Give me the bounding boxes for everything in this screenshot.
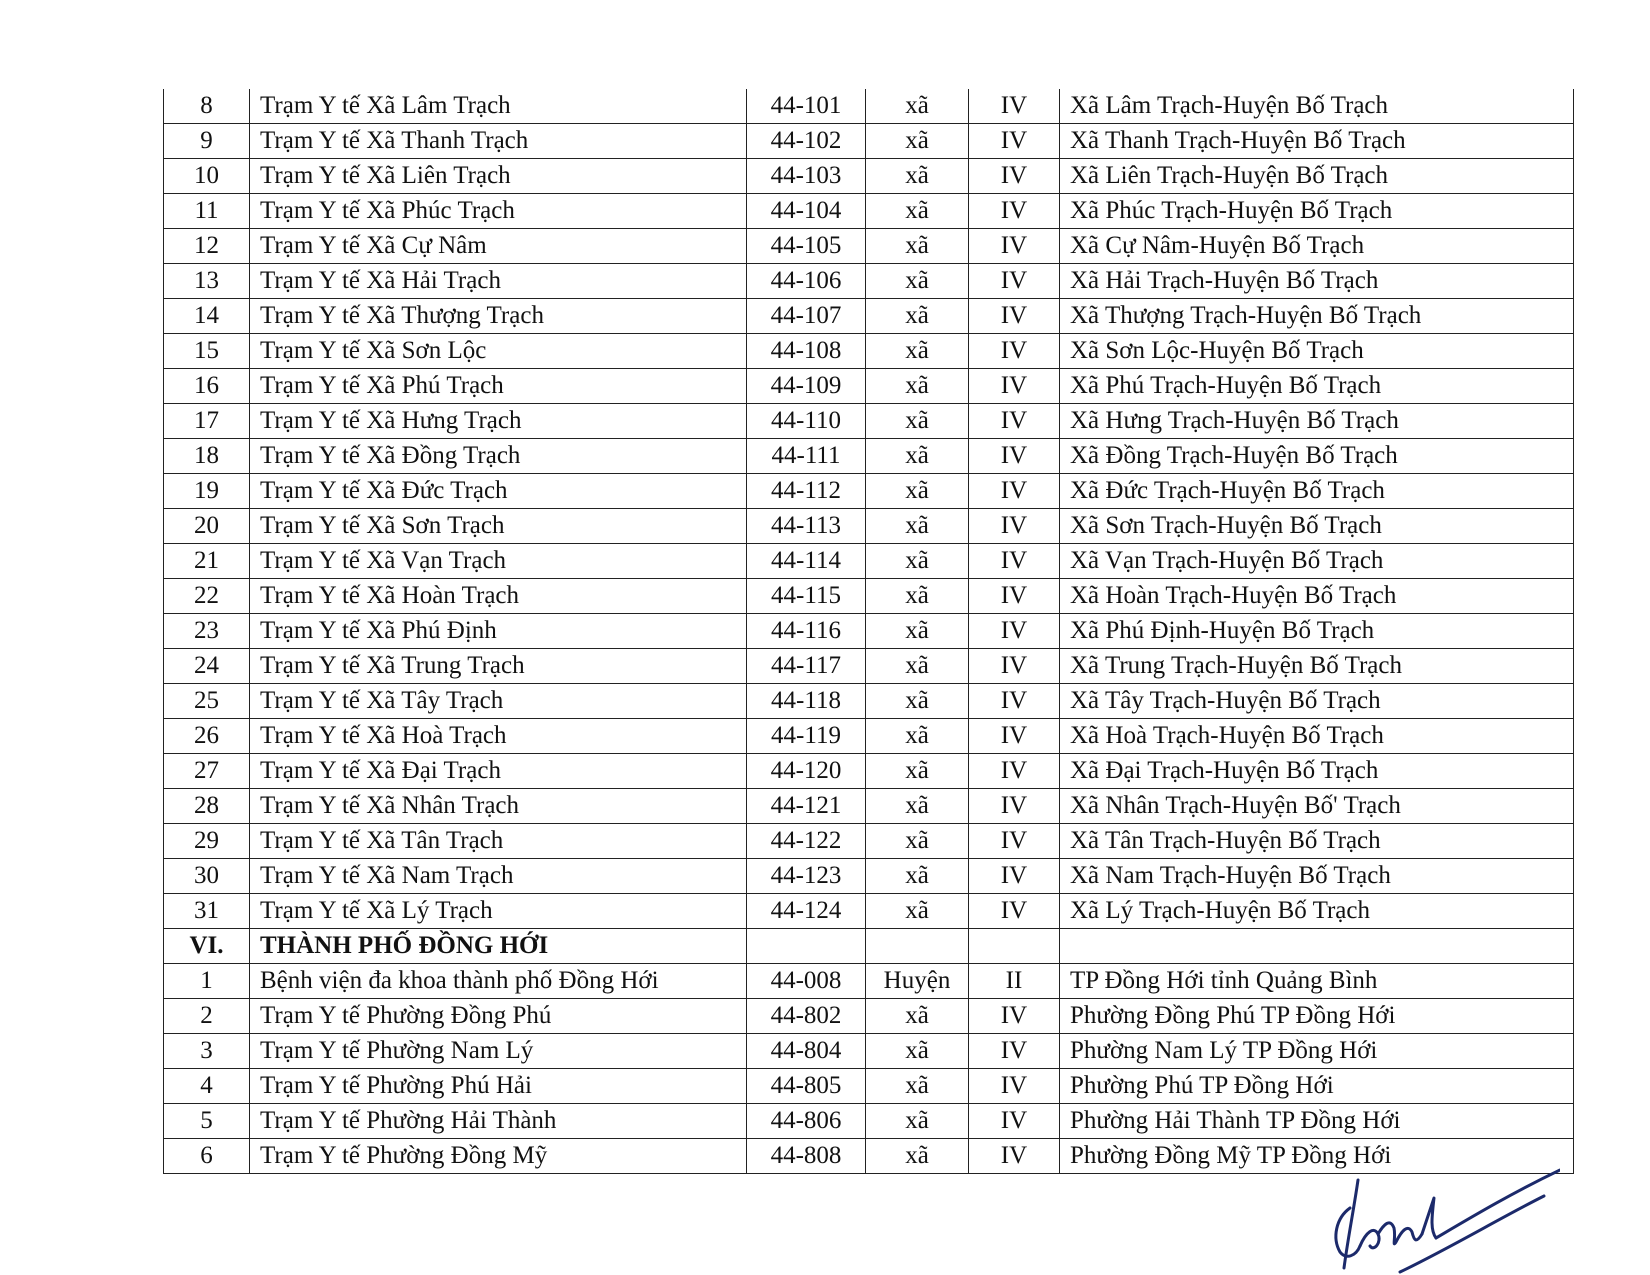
table-row [164,439,1574,474]
facility-rank-cell: IV [969,789,1060,824]
facility-level-cell: xã [866,789,969,824]
facility-rank-cell: IV [969,754,1060,789]
facility-code-cell: 44-118 [747,684,866,719]
row-number-cell: 25 [164,684,250,719]
facility-name-cell: Trạm Y tế Xã Hoàn Trạch [250,579,747,614]
facility-address-cell: Xã Sơn Trạch-Huyện Bố Trạch [1060,509,1574,544]
facility-name-cell: Trạm Y tế Xã Nam Trạch [250,859,747,894]
facility-name-cell: Trạm Y tế Phường Hải Thành [250,1104,747,1139]
facility-name-cell: Trạm Y tế Xã Đức Trạch [250,474,747,509]
facility-level-cell: xã [866,159,969,194]
facility-address-cell [1060,929,1574,964]
facility-level-cell: xã [866,894,969,929]
facility-code-cell: 44-804 [747,1034,866,1069]
facility-code-cell: 44-102 [747,124,866,159]
facility-address-cell: Xã Sơn Lộc-Huyện Bố Trạch [1060,334,1574,369]
table-row [164,159,1574,194]
facility-level-cell: xã [866,1139,969,1174]
facility-level-cell: xã [866,859,969,894]
facility-address-cell: Phường Hải Thành TP Đồng Hới [1060,1104,1574,1139]
facility-address-cell: Xã Hưng Trạch-Huyện Bố Trạch [1060,404,1574,439]
row-number-cell: 29 [164,824,250,859]
facility-address-cell: Phường Nam Lý TP Đồng Hới [1060,1034,1574,1069]
facility-name-cell: Trạm Y tế Phường Đồng Phú [250,999,747,1034]
row-number-cell: 31 [164,894,250,929]
table-row [164,264,1574,299]
facility-code-cell: 44-802 [747,999,866,1034]
facility-address-cell: Xã Phúc Trạch-Huyện Bố Trạch [1060,194,1574,229]
facility-level-cell: xã [866,1034,969,1069]
row-number-cell: 12 [164,229,250,264]
facility-name-cell: Trạm Y tế Xã Phú Trạch [250,369,747,404]
facility-code-cell: 44-120 [747,754,866,789]
facility-level-cell: xã [866,89,969,124]
facility-level-cell: xã [866,509,969,544]
facility-name-cell: Trạm Y tế Xã Hưng Trạch [250,404,747,439]
facility-rank-cell: IV [969,474,1060,509]
facility-code-cell: 44-123 [747,859,866,894]
facility-name-cell: Trạm Y tế Xã Trung Trạch [250,649,747,684]
facility-name-cell: Trạm Y tế Xã Lý Trạch [250,894,747,929]
facility-level-cell: xã [866,194,969,229]
facility-code-cell: 44-101 [747,89,866,124]
facility-code-cell: 44-806 [747,1104,866,1139]
facility-address-cell: Phường Đồng Phú TP Đồng Hới [1060,999,1574,1034]
facility-rank-cell: IV [969,1139,1060,1174]
row-number-cell: 3 [164,1034,250,1069]
table-row [164,719,1574,754]
table-row [164,579,1574,614]
row-number-cell: 26 [164,719,250,754]
facility-rank-cell: IV [969,264,1060,299]
table-row [164,509,1574,544]
row-number-cell: 8 [164,89,250,124]
facility-address-cell: TP Đồng Hới tỉnh Quảng Bình [1060,964,1574,999]
facility-address-cell: Xã Nam Trạch-Huyện Bố Trạch [1060,859,1574,894]
facility-level-cell: xã [866,124,969,159]
facility-name-cell: Trạm Y tế Xã Cự Nâm [250,229,747,264]
table-row [164,999,1574,1034]
row-number-cell: 11 [164,194,250,229]
handwritten-signature-icon [1330,1168,1560,1275]
facility-code-cell: 44-124 [747,894,866,929]
facility-code-cell: 44-805 [747,1069,866,1104]
facility-name-cell: Trạm Y tế Xã Liên Trạch [250,159,747,194]
facility-rank-cell: IV [969,614,1060,649]
table-row [164,124,1574,159]
facility-rank-cell: IV [969,999,1060,1034]
table-row [164,649,1574,684]
facility-address-cell: Xã Cự Nâm-Huyện Bố Trạch [1060,229,1574,264]
facility-address-cell: Xã Liên Trạch-Huyện Bố Trạch [1060,159,1574,194]
facility-rank-cell: IV [969,824,1060,859]
facility-address-cell: Xã Vạn Trạch-Huyện Bố Trạch [1060,544,1574,579]
row-number-cell: 18 [164,439,250,474]
facility-level-cell: xã [866,649,969,684]
row-number-cell: 9 [164,124,250,159]
facility-rank-cell [969,929,1060,964]
facility-address-cell: Xã Đại Trạch-Huyện Bố Trạch [1060,754,1574,789]
facility-name-cell: Trạm Y tế Xã Phúc Trạch [250,194,747,229]
row-number-cell: 1 [164,964,250,999]
facility-name-cell: Trạm Y tế Xã Thanh Trạch [250,124,747,159]
row-number-cell: 20 [164,509,250,544]
facility-address-cell: Xã Tân Trạch-Huyện Bố Trạch [1060,824,1574,859]
table-row [164,544,1574,579]
facility-code-cell: 44-109 [747,369,866,404]
facility-level-cell: xã [866,229,969,264]
row-number-cell: 6 [164,1139,250,1174]
facility-name-cell: Trạm Y tế Xã Phú Định [250,614,747,649]
facility-level-cell: xã [866,684,969,719]
facility-address-cell: Xã Lý Trạch-Huyện Bố Trạch [1060,894,1574,929]
facility-level-cell: xã [866,299,969,334]
facility-level-cell: xã [866,754,969,789]
row-number-cell: 10 [164,159,250,194]
facility-name-cell: Trạm Y tế Xã Sơn Trạch [250,509,747,544]
facility-code-cell: 44-110 [747,404,866,439]
facility-address-cell: Xã Đức Trạch-Huyện Bố Trạch [1060,474,1574,509]
facility-code-cell: 44-108 [747,334,866,369]
table-row [164,194,1574,229]
facility-code-cell: 44-808 [747,1139,866,1174]
facility-address-cell: Xã Phú Định-Huyện Bố Trạch [1060,614,1574,649]
facility-rank-cell: IV [969,229,1060,264]
facility-level-cell: Huyện [866,964,969,999]
facility-level-cell: xã [866,824,969,859]
row-number-cell: 30 [164,859,250,894]
row-number-cell: 27 [164,754,250,789]
facility-rank-cell: IV [969,194,1060,229]
facility-rank-cell: IV [969,124,1060,159]
facility-code-cell: 44-104 [747,194,866,229]
facility-code-cell: 44-106 [747,264,866,299]
facility-code-cell: 44-103 [747,159,866,194]
facility-name-cell: THÀNH PHỐ ĐỒNG HỚI [250,929,747,964]
facility-address-cell: Xã Thượng Trạch-Huyện Bố Trạch [1060,299,1574,334]
facility-name-cell: Trạm Y tế Phường Nam Lý [250,1034,747,1069]
facility-name-cell: Trạm Y tế Phường Phú Hải [250,1069,747,1104]
facility-level-cell: xã [866,334,969,369]
facility-level-cell: xã [866,999,969,1034]
facility-rank-cell: IV [969,1069,1060,1104]
row-number-cell: 21 [164,544,250,579]
facility-rank-cell: IV [969,334,1060,369]
facility-rank-cell: IV [969,1034,1060,1069]
facility-rank-cell: II [969,964,1060,999]
facility-rank-cell: IV [969,299,1060,334]
row-number-cell: 24 [164,649,250,684]
table-row [164,89,1574,124]
table-row [164,1104,1574,1139]
table-row [164,229,1574,264]
facility-code-cell: 44-105 [747,229,866,264]
facility-rank-cell: IV [969,439,1060,474]
facility-address-cell: Phường Đồng Mỹ TP Đồng Hới [1060,1139,1574,1174]
facility-address-cell: Xã Phú Trạch-Huyện Bố Trạch [1060,369,1574,404]
facility-name-cell: Trạm Y tế Xã Đại Trạch [250,754,747,789]
facility-rank-cell: IV [969,369,1060,404]
facility-address-cell: Xã Hoà Trạch-Huyện Bố Trạch [1060,719,1574,754]
facility-rank-cell: IV [969,579,1060,614]
row-number-cell: 2 [164,999,250,1034]
facility-level-cell: xã [866,439,969,474]
facility-level-cell: xã [866,544,969,579]
facility-address-cell: Xã Lâm Trạch-Huyện Bố Trạch [1060,89,1574,124]
row-number-cell: 19 [164,474,250,509]
facility-level-cell: xã [866,614,969,649]
table-row [164,964,1574,999]
facility-name-cell: Trạm Y tế Xã Lâm Trạch [250,89,747,124]
facility-level-cell: xã [866,1104,969,1139]
facility-level-cell: xã [866,474,969,509]
row-number-cell: 28 [164,789,250,824]
facility-name-cell: Trạm Y tế Xã Hoà Trạch [250,719,747,754]
facility-address-cell: Xã Thanh Trạch-Huyện Bố Trạch [1060,124,1574,159]
section-header-row [164,929,1574,964]
facility-code-cell: 44-116 [747,614,866,649]
row-number-cell: VI. [164,929,250,964]
facility-name-cell: Bệnh viện đa khoa thành phố Đồng Hới [250,964,747,999]
row-number-cell: 14 [164,299,250,334]
table-row [164,1069,1574,1104]
facility-level-cell: xã [866,719,969,754]
facility-rank-cell: IV [969,404,1060,439]
facility-code-cell: 44-113 [747,509,866,544]
table-row [164,754,1574,789]
facility-name-cell: Trạm Y tế Xã Sơn Lộc [250,334,747,369]
facility-name-cell: Trạm Y tế Xã Hải Trạch [250,264,747,299]
table-row [164,299,1574,334]
row-number-cell: 23 [164,614,250,649]
facility-rank-cell: IV [969,719,1060,754]
facility-address-cell: Xã Trung Trạch-Huyện Bố Trạch [1060,649,1574,684]
facility-address-cell: Phường Phú TP Đồng Hới [1060,1069,1574,1104]
facility-code-cell: 44-117 [747,649,866,684]
row-number-cell: 15 [164,334,250,369]
row-number-cell: 5 [164,1104,250,1139]
facility-code-cell: 44-122 [747,824,866,859]
facility-level-cell: xã [866,264,969,299]
facility-address-cell: Xã Hải Trạch-Huyện Bố Trạch [1060,264,1574,299]
row-number-cell: 17 [164,404,250,439]
facility-address-cell: Xã Hoàn Trạch-Huyện Bố Trạch [1060,579,1574,614]
row-number-cell: 13 [164,264,250,299]
table-row [164,789,1574,824]
facility-rank-cell: IV [969,859,1060,894]
facility-level-cell: xã [866,579,969,614]
facility-level-cell: xã [866,369,969,404]
facility-code-cell: 44-114 [747,544,866,579]
table-row [164,859,1574,894]
table-row [164,474,1574,509]
facility-rank-cell: IV [969,649,1060,684]
facility-address-cell: Xã Tây Trạch-Huyện Bố Trạch [1060,684,1574,719]
facility-name-cell: Trạm Y tế Xã Thượng Trạch [250,299,747,334]
facility-rank-cell: IV [969,894,1060,929]
facility-rank-cell: IV [969,509,1060,544]
facility-code-cell [747,929,866,964]
facility-level-cell [866,929,969,964]
facility-address-cell: Xã Đồng Trạch-Huyện Bố Trạch [1060,439,1574,474]
facility-name-cell: Trạm Y tế Xã Nhân Trạch [250,789,747,824]
facility-rank-cell: IV [969,89,1060,124]
facility-code-cell: 44-112 [747,474,866,509]
facility-rank-cell: IV [969,544,1060,579]
facility-code-cell: 44-115 [747,579,866,614]
facility-rank-cell: IV [969,684,1060,719]
facility-rank-cell: IV [969,159,1060,194]
facility-code-cell: 44-121 [747,789,866,824]
facility-table [163,89,1574,1174]
facility-name-cell: Trạm Y tế Xã Tân Trạch [250,824,747,859]
facility-table-body [164,89,1574,1174]
facility-rank-cell: IV [969,1104,1060,1139]
table-row [164,824,1574,859]
table-row [164,404,1574,439]
facility-name-cell: Trạm Y tế Phường Đồng Mỹ [250,1139,747,1174]
facility-code-cell: 44-111 [747,439,866,474]
facility-name-cell: Trạm Y tế Xã Tây Trạch [250,684,747,719]
table-row [164,1034,1574,1069]
facility-level-cell: xã [866,404,969,439]
table-row [164,334,1574,369]
facility-code-cell: 44-119 [747,719,866,754]
row-number-cell: 4 [164,1069,250,1104]
facility-code-cell: 44-008 [747,964,866,999]
table-row [164,894,1574,929]
facility-address-cell: Xã Nhân Trạch-Huyện Bố' Trạch [1060,789,1574,824]
row-number-cell: 22 [164,579,250,614]
row-number-cell: 16 [164,369,250,404]
facility-name-cell: Trạm Y tế Xã Vạn Trạch [250,544,747,579]
facility-name-cell: Trạm Y tế Xã Đồng Trạch [250,439,747,474]
facility-level-cell: xã [866,1069,969,1104]
table-row [164,684,1574,719]
table-row [164,614,1574,649]
facility-code-cell: 44-107 [747,299,866,334]
table-row [164,369,1574,404]
